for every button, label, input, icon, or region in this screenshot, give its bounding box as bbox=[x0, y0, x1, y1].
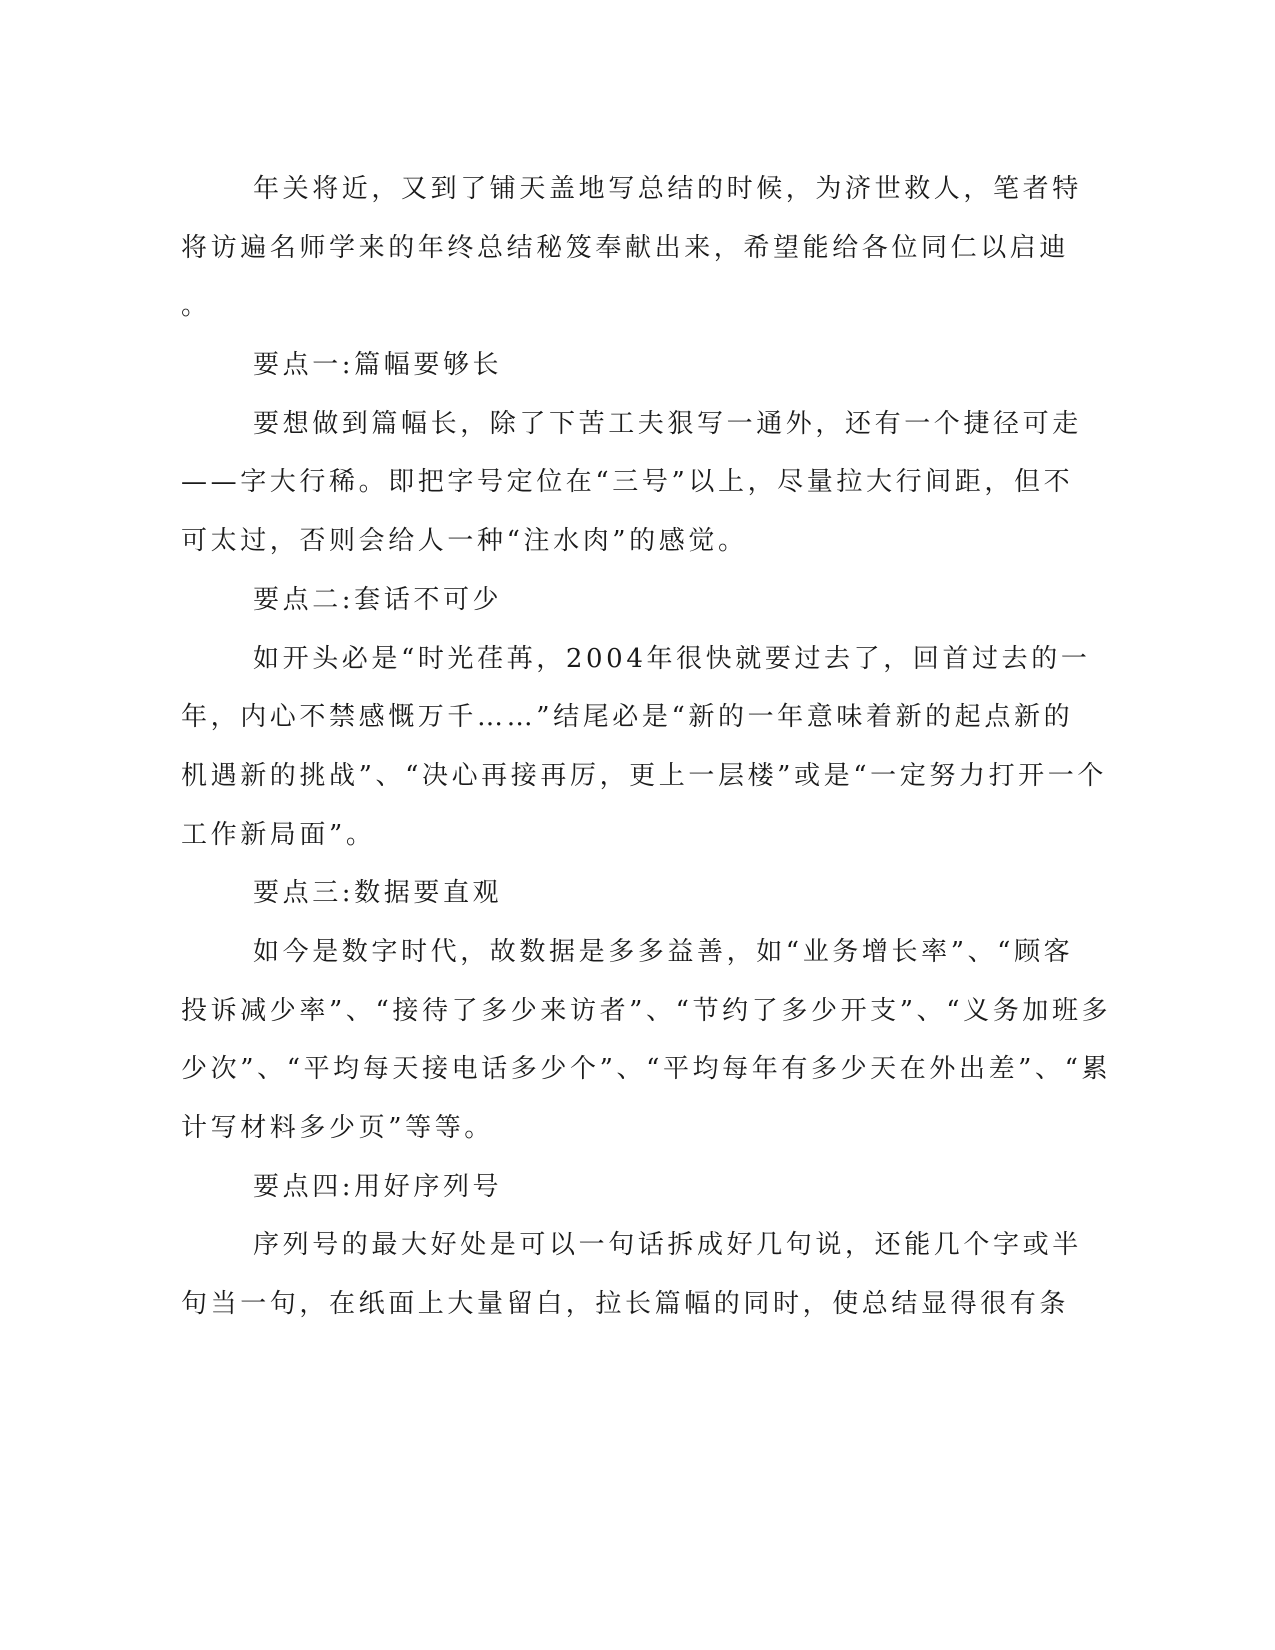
section-heading-2: 要点二:套话不可少 bbox=[253, 584, 503, 615]
paragraph-line: 可太过，否则会给人一种“注水肉”的感觉。 bbox=[181, 526, 748, 557]
paragraph-line: 年，内心不禁感慨万千……”结尾必是“新的一年意味着新的起点新的 bbox=[181, 702, 1074, 733]
paragraph-line: 。 bbox=[181, 291, 211, 322]
paragraph-line: 投诉减少率”、“接待了多少来访者”、“节约了多少开支”、“义务加班多 bbox=[181, 995, 1112, 1026]
section-heading-3: 要点三:数据要直观 bbox=[253, 878, 503, 909]
paragraph-line: 如开头必是“时光荏苒，2004年很快就要过去了，回首过去的一 bbox=[253, 643, 1091, 674]
paragraph-line: 句当一句，在纸面上大量留白，拉长篇幅的同时，使总结显得很有条 bbox=[181, 1289, 1070, 1320]
paragraph-line: 机遇新的挑战”、“决心再接再厉，更上一层楼”或是“一定努力打开一个 bbox=[181, 760, 1107, 791]
paragraph-line: 序列号的最大好处是可以一句话拆成好几句说，还能几个字或半 bbox=[253, 1230, 1082, 1261]
paragraph-line: 少次”、“平均每天接电话多少个”、“平均每年有多少天在外出差”、“累 bbox=[181, 1054, 1112, 1085]
paragraph-line: 将访遍名师学来的年终总结秘笈奉献出来，希望能给各位同仁以启迪 bbox=[181, 232, 1070, 263]
paragraph-line: 要想做到篇幅长，除了下苦工夫狠写一通外，还有一个捷径可走 bbox=[253, 408, 1082, 439]
paragraph-line: 计写材料多少页”等等。 bbox=[181, 1113, 494, 1143]
paragraph-line: 如今是数字时代，故数据是多多益善，如“业务增长率”、“顾客 bbox=[253, 936, 1074, 967]
paragraph-line: ——字大行稀。即把字号定位在“三号”以上，尽量拉大行间距，但不 bbox=[181, 467, 1074, 498]
paragraph-line: 工作新局面”。 bbox=[181, 819, 376, 850]
section-heading-4: 要点四:用好序列号 bbox=[253, 1171, 503, 1202]
section-heading-1: 要点一:篇幅要够长 bbox=[253, 350, 503, 381]
document-body bbox=[181, 160, 1112, 1334]
paragraph-line: 年关将近，又到了铺天盖地写总结的时候，为济世救人，笔者特 bbox=[253, 174, 1082, 204]
